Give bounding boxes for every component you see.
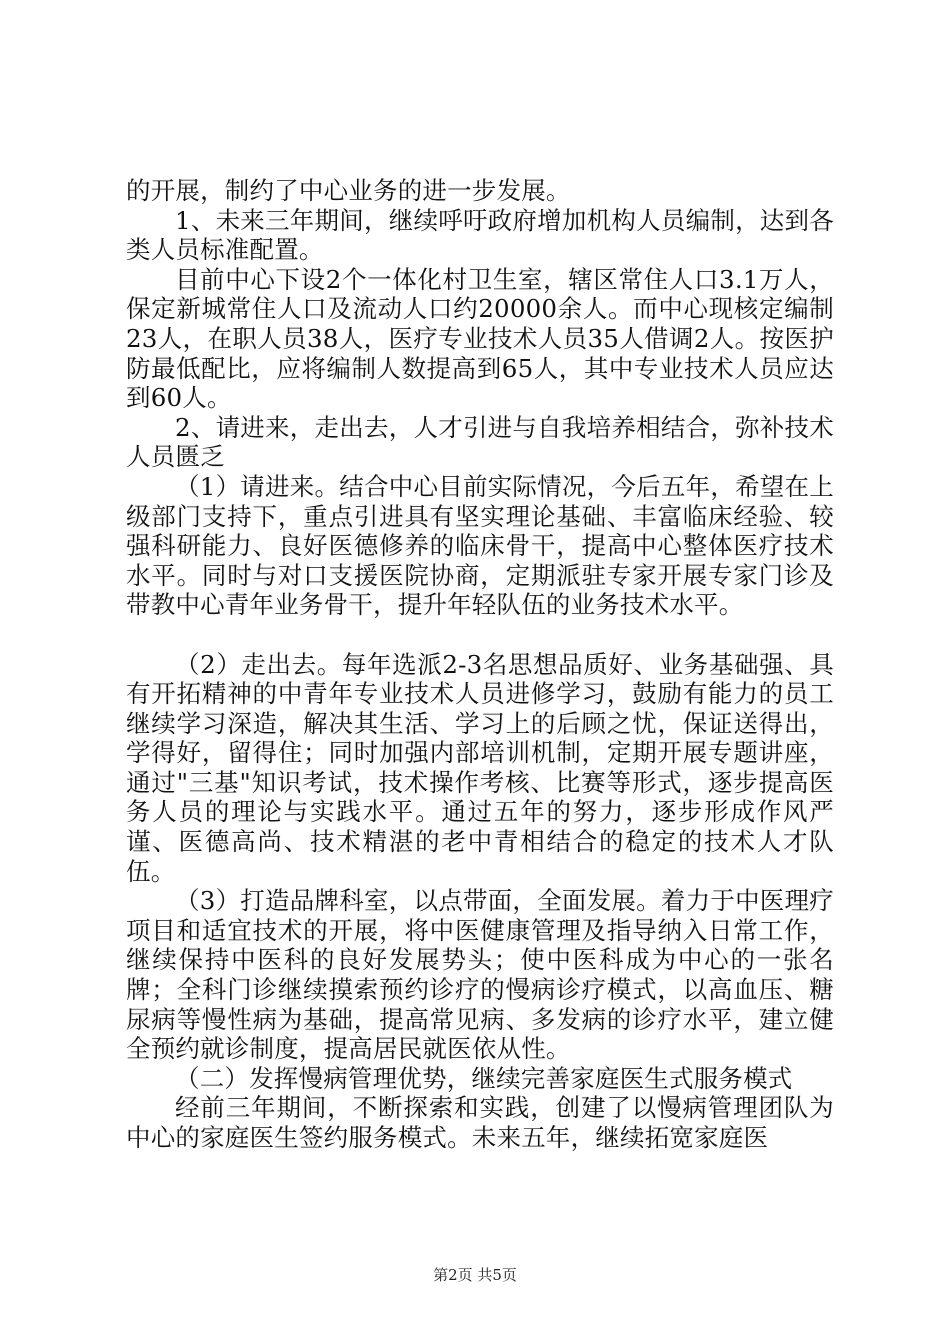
page-number-footer: 第2页 共5页: [433, 1266, 517, 1284]
paragraph-go-out: （2）走出去。每年选派2-3名思想品质好、业务基础强、具有开拓精神的中青年专业技术人员进修学习，鼓励有能力的员工继续学习深造，解决其生活、学习上的后顾之忧，保证送得出，学得好，留得住；同时加强内部培训机制，定期开展专题讲座，通过"三基"知识考试，技术操作考核、比赛等形式，逐步提高医务人员的理论与实践水平。通过五年的努力，逐步形成作风严谨、医德高尚、技术精湛的老中青相结合的稳定的技术人才队伍。: [126, 649, 834, 886]
blank-line: [126, 620, 834, 650]
body-text: [126, 176, 834, 1153]
paragraph-item-1: 1、未来三年期间，继续呼吁政府增加机构人员编制，达到各类人员标准配置。: [126, 205, 834, 265]
paragraph-family-doctor: 经前三年期间，不断探索和实践，创建了以慢病管理团队为中心的家庭医生签约服务模式。未来五年，继续拓宽家庭医: [126, 1093, 834, 1152]
section-heading-chronic-care: （二）发挥慢病管理优势，继续完善家庭医生式服务模式: [175, 1063, 793, 1093]
paragraph-invite-in: （1）请进来。结合中心目前实际情况，今后五年，希望在上级部门支持下，重点引进具有坚实理论基础、丰富临床经验、较强科研能力、良好医德修养的临床骨干，提高中心整体医疗技术水平。同时与对口支援医院协商，定期派驻专家开展专家门诊及带教中心青年业务骨干，提升年轻队伍的业务技术水平。: [126, 471, 834, 620]
paragraph-continuation: 的开展，制约了中心业务的进一步发展。: [126, 176, 571, 205]
paragraph-staffing: 目前中心下设2个一体化村卫生室，辖区常住人口3.1万人，保定新城常住人口及流动人口约20000余人。而中心现核定编制23人，在职人员38人，医疗专业技术人员35人借调2人。按医护防最低配比，应将编制人数提高到65人，其中专业技术人员应达到60人。: [126, 264, 834, 413]
paragraph-brand-department: （3）打造品牌科室，以点带面，全面发展。着力于中医理疗项目和适宜技术的开展，将中医健康管理及指导纳入日常工作，继续保持中医科的良好发展势头；使中医科成为中心的一张名牌；全科门诊继续摸索预约诊疗的慢病诊疗模式，以高血压、糖尿病等慢性病为基础，提高常见病、多发病的诊疗水平，建立健全预约就诊制度，提高居民就医依从性。: [126, 886, 834, 1064]
paragraph-item-2: 2、请进来，走出去，人才引进与自我培养相结合，弥补技术人员匮乏: [126, 412, 834, 472]
